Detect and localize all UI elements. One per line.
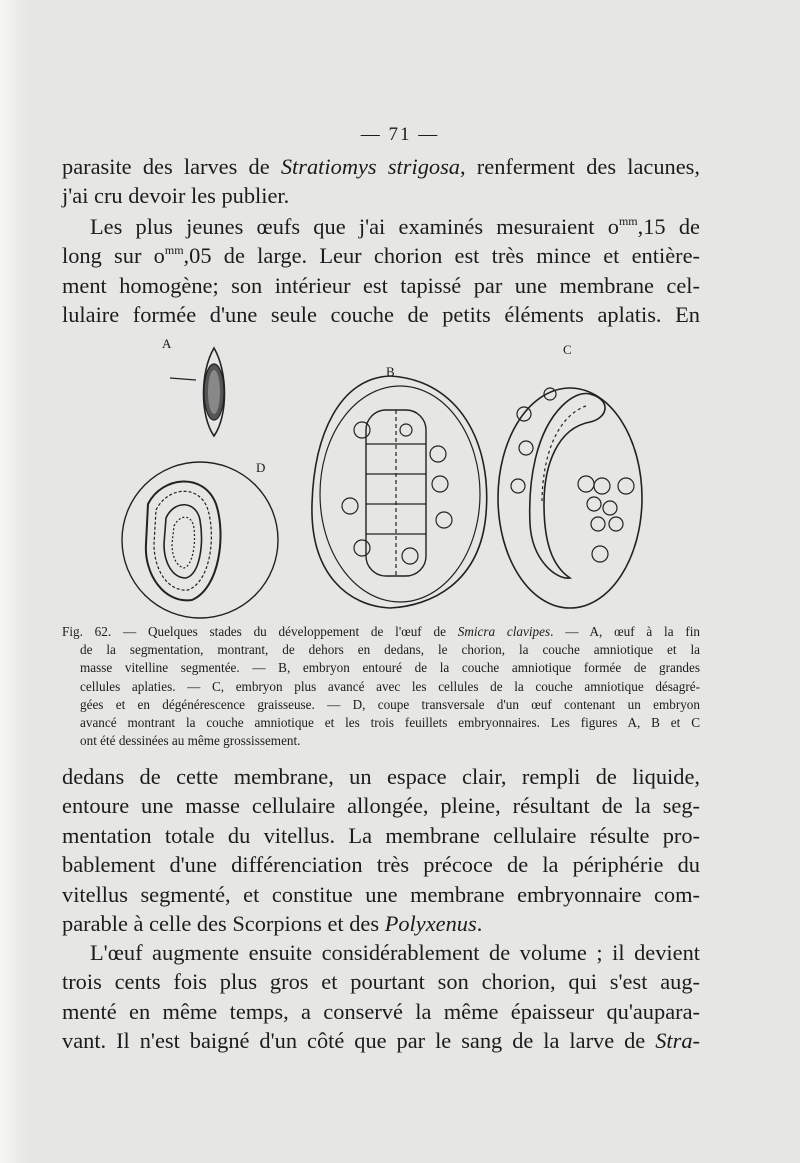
page-edge <box>0 0 28 1163</box>
drawing-b <box>312 376 487 608</box>
caption-line: avancé montrant la couche amniotique et les trois feuillets embryonnaires. Les figures A, B et C <box>80 715 700 731</box>
text-line: menté en même temps, a conservé la même épaisseur qu'aupara- <box>62 998 700 1024</box>
text-line: mentation totale du vitellus. La membrane cellulaire résulte pro- <box>62 822 700 848</box>
text-line: vitellus segmenté, et constitue une membrane embryonnaire com- <box>62 881 700 907</box>
caption-line: cellules aplaties. — C, embryon plus avancé avec les cellules de la couche amniotique désagré- <box>80 678 700 694</box>
text-line: vant. Il n'est baigné d'un côté que par le sang de la larve de Stra- <box>62 1028 700 1054</box>
caption-line: ont été dessinées au même grossissement. <box>80 733 301 749</box>
text-line: lulaire formée d'une seule couche de petits éléments aplatis. En <box>62 302 700 328</box>
paragraph-3 <box>62 762 700 938</box>
caption-line: gées et en dégénérescence graisseuse. — D, coupe transversale d'un œuf contenant un embryon <box>80 696 700 712</box>
caption-line: de la segmentation, montrant, de dehors en dedans, le chorion, la couche amniotique et la <box>80 642 700 658</box>
figure-drawing <box>100 334 660 624</box>
figure-label-a: A <box>162 336 172 351</box>
figure-label-d: D <box>256 460 266 475</box>
text-line: parable à celle des Scorpions et des Polyxenus. <box>62 911 483 937</box>
text-line: dedans de cette membrane, un espace clair, rempli de liquide, <box>62 764 700 789</box>
text-line: Les plus jeunes œufs que j'ai examinés mesuraient $o^{mm},15$ de <box>90 214 700 239</box>
figure-caption <box>62 623 700 750</box>
page-number: — 71 — <box>360 124 440 145</box>
text-line: bablement d'une différenciation très précoce de la périphérie du <box>62 852 700 878</box>
text-line: parasite des larves de Stratiomys strigosa, renferment des lacunes, <box>62 154 700 179</box>
text-line: entoure une masse cellulaire allongée, pleine, résultant de la seg- <box>62 793 700 819</box>
paragraph-1 <box>62 152 700 211</box>
drawing-c <box>498 388 642 608</box>
drawing-a <box>170 348 225 436</box>
figure-label-b: B <box>386 364 395 379</box>
text-line: trois cents fois plus gros et pourtant son chorion, qui s'est aug- <box>62 969 700 995</box>
text-line: j'ai cru devoir les publier. <box>62 183 290 209</box>
caption-line: masse vitelline segmentée. — B, embryon entouré de la couche amniotique formée de grandes <box>80 660 700 676</box>
text-line: long sur $o^{mm},05$ de large. Leur chorion est très mince et entière- <box>62 243 700 269</box>
drawing-d <box>122 462 278 618</box>
figure-label-c: C <box>563 342 572 357</box>
text-line: ment homogène; son intérieur est tapissé par une membrane cel- <box>62 272 700 298</box>
figure-62 <box>100 334 660 624</box>
paragraph-2 <box>62 212 700 330</box>
text-line: L'œuf augmente ensuite considérablement de volume ; il devient <box>90 940 700 965</box>
paragraph-4 <box>62 938 700 1056</box>
caption-line: Fig. 62. — Quelques stades du développement de l'œuf de Smicra clavipes. — A, œuf à la fin <box>62 624 701 639</box>
